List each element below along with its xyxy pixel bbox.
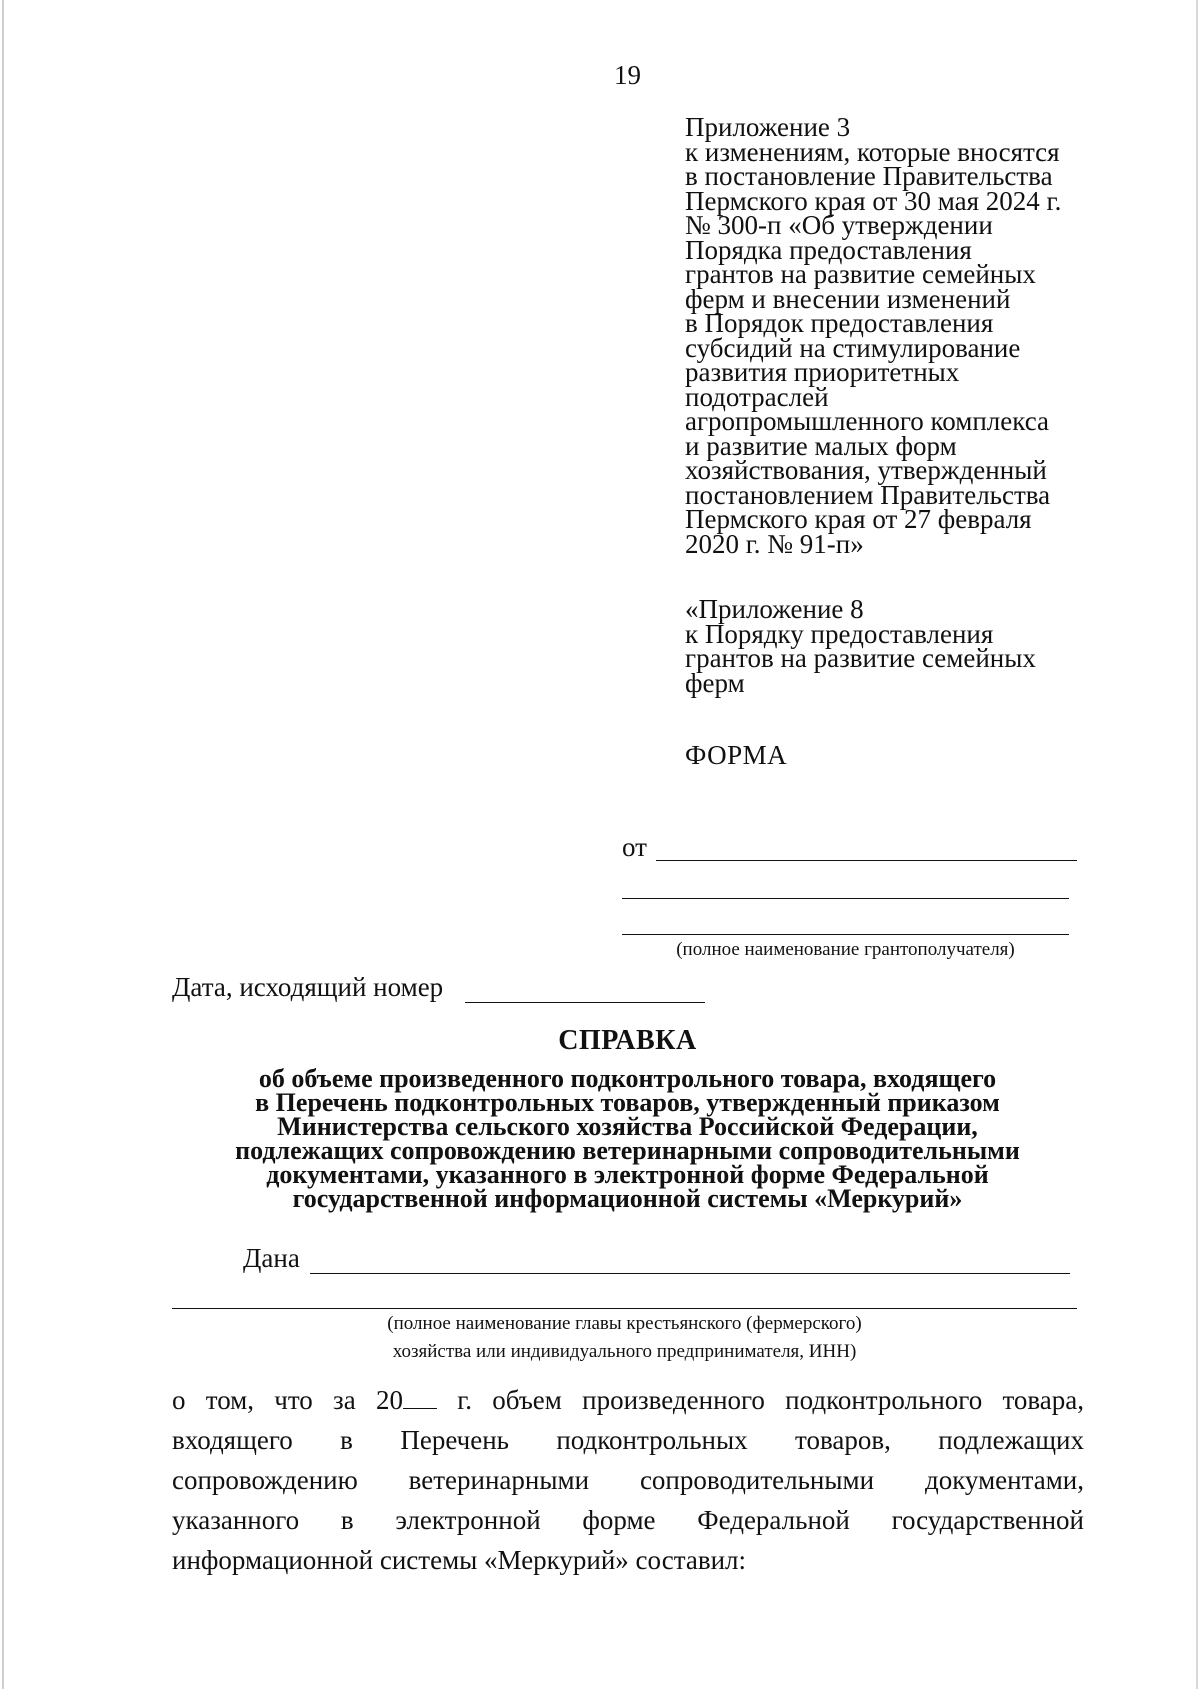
appendix-3-line: подотраслей	[685, 381, 829, 412]
appendix-8-line: к Порядку предоставления	[685, 618, 994, 649]
appendix-3-line: № 300-п «Об утверждении	[685, 210, 993, 240]
body-line-4: указанного в электронной форме Федеральной государственной	[172, 1505, 1084, 1535]
appendix-3-line: субсидий на стимулирование	[685, 332, 1021, 363]
appendix-8-header	[685, 594, 1105, 698]
appendix-3-line: хозяйствования, утвержденный	[685, 455, 1047, 485]
given-caption-line: (полное наименование главы крестьянского (фермерского)	[387, 1313, 862, 1334]
from-label: от	[622, 832, 647, 862]
date-number-label: Дата, исходящий номер	[172, 972, 444, 1002]
page-number: 19	[614, 60, 641, 90]
given-caption-line: хозяйства или индивидуального предпринимателя, ИНН)	[392, 1341, 857, 1362]
appendix-3-line: агропромышленного комплекса	[685, 406, 1049, 436]
appendix-3-line: к изменениям, которые вносятся	[685, 136, 1060, 167]
appendix-8-line: «Приложение 8	[685, 594, 864, 624]
body-line-3: сопровождению ветеринарными сопроводительными документами,	[172, 1465, 1084, 1495]
subtitle-line: подлежащих сопровождению ветеринарными сопроводительными	[235, 1136, 1020, 1165]
appendix-3-line: грантов на развитие семейных	[685, 259, 1036, 289]
subtitle-line: Министерства сельского хозяйства Российской Федерации,	[277, 1112, 978, 1141]
appendix-3-line: постановлением Правительства	[685, 479, 1051, 510]
appendix-3-line: 2020 г. № 91-п»	[685, 528, 864, 559]
appendix-3-line: в Порядок предоставления	[685, 308, 994, 338]
given-label: Дана	[243, 1243, 300, 1273]
subtitle-line: документами, указанного в электронной форме Федеральной	[266, 1160, 989, 1189]
appendix-3-line: Пермского края от 30 мая 2024 г.	[685, 185, 1062, 216]
body-line-2: входящего в Перечень подконтрольных товаров, подлежащих	[172, 1425, 1084, 1455]
appendix-3-line: развития приоритетных	[685, 357, 960, 387]
form-label: ФОРМА	[685, 740, 788, 770]
appendix-8-line: ферм	[685, 667, 745, 698]
appendix-3-line: Порядка предоставления	[685, 234, 972, 265]
subtitle-line: об объеме произведенного подконтрольного товара, входящего	[258, 1064, 997, 1093]
subtitle-line: государственной информационной системы «Меркурий»	[292, 1184, 963, 1213]
recipient-line-2[interactable]	[622, 898, 1069, 899]
recipient-caption: (полное наименование грантополучателя)	[676, 939, 1015, 960]
appendix-3-line: в постановление Правительства	[685, 161, 1053, 191]
year-field[interactable]	[403, 1386, 437, 1409]
appendix-3-line: Пермского края от 27 февраля	[685, 504, 1032, 534]
recipient-line-1[interactable]	[656, 860, 1077, 861]
document-title: СПРАВКА	[558, 1025, 697, 1056]
date-number-row	[172, 972, 443, 1003]
recipient-field[interactable]	[622, 832, 1077, 864]
appendix-3-header	[685, 112, 1105, 559]
appendix-8-line: грантов на развитие семейных	[685, 643, 1036, 673]
given-field-line-2[interactable]	[172, 1308, 1077, 1309]
appendix-3-line: и развитие малых форм	[685, 430, 957, 461]
body-line-5: информационной системы «Меркурий» составил:	[172, 1545, 746, 1575]
body-line-1-prefix: о том, что за 20	[172, 1385, 403, 1415]
appendix-3-line: Приложение 3	[685, 112, 851, 142]
body-paragraph	[172, 1380, 1084, 1580]
given-caption	[172, 1310, 1077, 1366]
date-number-field[interactable]	[465, 1002, 705, 1003]
subtitle-line: в Перечень подконтрольных товаров, утвержденный приказом	[255, 1088, 1000, 1117]
given-field-line-1[interactable]	[310, 1273, 1070, 1274]
document-subtitle	[160, 1064, 1095, 1213]
recipient-line-3[interactable]	[622, 934, 1069, 935]
body-line-1-suffix: г. объем произведенного подконтрольного товара,	[436, 1385, 1085, 1415]
appendix-3-line: ферм и внесении изменений	[685, 283, 1011, 314]
given-row	[243, 1243, 300, 1274]
body-line-1	[172, 1380, 1084, 1420]
